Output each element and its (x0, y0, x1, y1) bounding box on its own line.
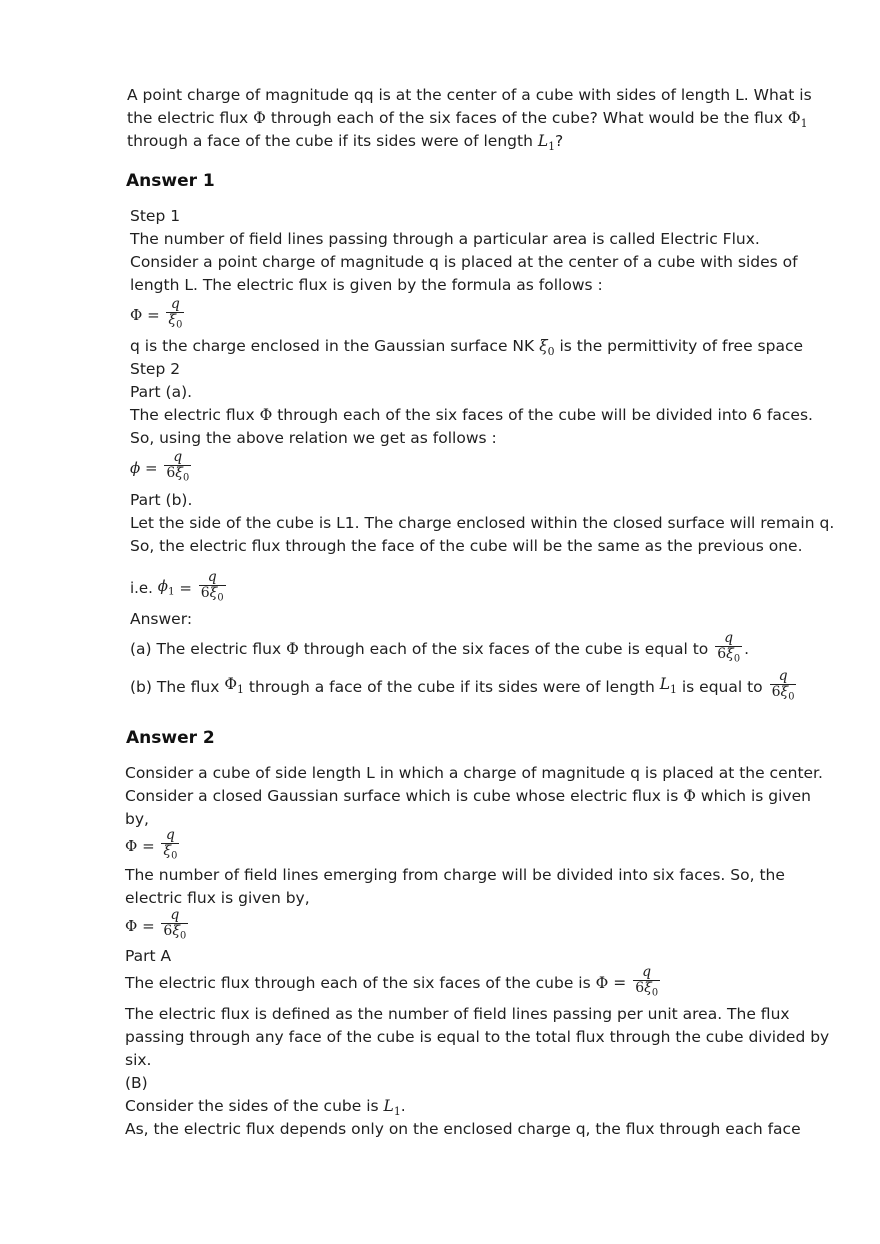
answer-1-heading: Answer 1 (126, 171, 215, 191)
answer-2-part-a-line: The electric flux through each of the six faces of the cube is Φ = $\frac{q}{6\xi_0}$ (125, 964, 659, 999)
answer-label: Answer: (130, 610, 193, 628)
answer-1-text: The electric flux Φ through each of the six faces of the cube will be divided into 6 faces. (130, 406, 813, 424)
part-b-label: (B) (125, 1074, 148, 1092)
face-flux-l1-equation: i.e. $\phi_1$ = $\frac{q}{6\xi_0}$ (130, 569, 224, 604)
face-flux-equation: ϕ = $\frac{q}{6\xi_0}$ (130, 449, 190, 484)
answer-1-text: Consider a point charge of magnitude q is placed at the center of a cube with sides of (130, 253, 798, 271)
answer-1-text: length L. The electric flux is given by the formula as follows : (130, 276, 603, 294)
step-2-label: Step 2 (130, 360, 181, 378)
answer-1-text: q is the charge enclosed in the Gaussian surface NK $\xi_0$ is the permittivity of free space (130, 337, 803, 358)
answer-2-text: The electric flux is defined as the number of field lines passing per unit area. The flux (125, 1005, 790, 1023)
answer-2-text: by, (125, 810, 149, 828)
step-1-label: Step 1 (130, 207, 181, 225)
answer-2-text: six. (125, 1051, 152, 1069)
question-line-3: through a face of the cube if its sides were of length $L_1$? (127, 132, 564, 153)
question-line-1: A point charge of magnitude qq is at the center of a cube with sides of length L. What is (127, 86, 812, 104)
answer-1-text: The number of field lines passing through a particular area is called Electric Flux. (130, 230, 760, 248)
part-b-label: Part (b). (130, 491, 193, 509)
question-line-2: the electric flux Φ through each of the six faces of the cube? What would be the flux $\Phi_1$ (127, 109, 808, 130)
flux-equation: Φ = $\frac{q}{\xi_0}$ (130, 296, 183, 331)
answer-2-text: electric flux is given by, (125, 889, 310, 907)
total-flux-equation: Φ = $\frac{q}{\xi_0}$ (125, 827, 178, 862)
answer-2-text: Consider a closed Gaussian surface which is cube whose electric flux is Φ which is given (125, 787, 811, 805)
answer-2-text: As, the electric flux depends only on the enclosed charge q, the flux through each face (125, 1120, 801, 1138)
answer-2-text: The number of field lines emerging from charge will be divided into six faces. So, the (125, 866, 785, 884)
answer-1-text: So, the electric flux through the face of the cube will be the same as the previous one. (130, 537, 803, 555)
answer-2-text: passing through any face of the cube is equal to the total flux through the cube divided by (125, 1028, 830, 1046)
answer-1-text: Let the side of the cube is L1. The charge enclosed within the closed surface will remain q. (130, 514, 835, 532)
six-face-flux-equation: Φ = $\frac{q}{6\xi_0}$ (125, 907, 187, 942)
answer-b-line: (b) The flux $\Phi_1$ through a face of the cube if its sides were of length $L_1$ is equal to $\frac{q}{6\xi_0}$ (130, 668, 795, 703)
answer-1-text: So, using the above relation we get as follows : (130, 429, 497, 447)
part-a-label: Part A (125, 947, 172, 965)
answer-2-text: Consider the sides of the cube is $L_1$. (125, 1097, 406, 1118)
answer-2-text: Consider a cube of side length L in which a charge of magnitude q is placed at the center. (125, 764, 823, 782)
answer-a-line: (a) The electric flux Φ through each of the six faces of the cube is equal to $\frac{q}{6\xi_0}$ . (130, 630, 750, 665)
answer-2-heading: Answer 2 (126, 728, 215, 748)
part-a-label: Part (a). (130, 383, 193, 401)
